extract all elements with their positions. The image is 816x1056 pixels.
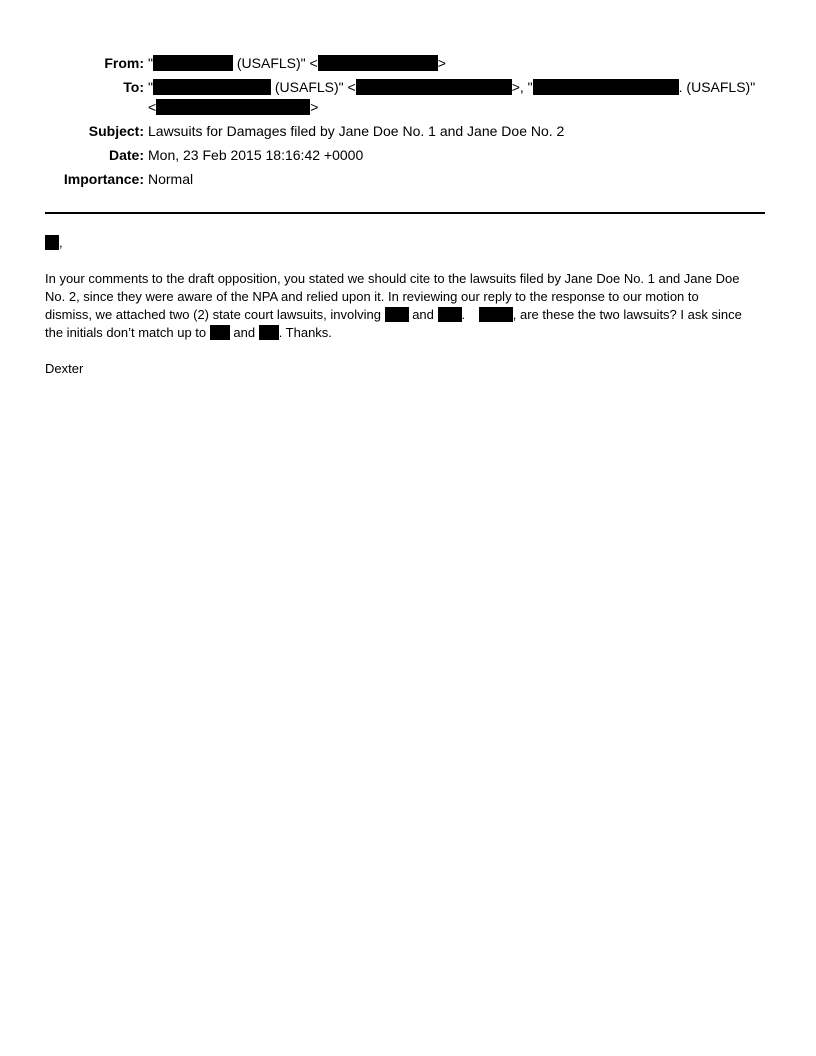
- subject-label: Subject:: [88, 123, 144, 139]
- to-value-line2: < >: [148, 99, 319, 115]
- redaction: [153, 79, 271, 95]
- to-label: To:: [123, 79, 144, 95]
- date-value: Mon, 23 Feb 2015 18:16:42 +0000: [148, 147, 364, 163]
- importance-label: Importance:: [63, 171, 144, 187]
- header-divider: [45, 212, 765, 214]
- paragraph: [45, 270, 767, 342]
- redaction: [318, 55, 438, 71]
- redaction: [385, 307, 409, 322]
- signature: Dexter: [45, 361, 84, 376]
- redaction: [156, 99, 310, 115]
- from-label: From:: [104, 55, 144, 71]
- greeting: ,: [45, 234, 767, 252]
- paragraph-line: the initials don’t match up to and . Thanks.: [45, 325, 332, 340]
- redaction: [356, 79, 512, 95]
- importance-value: Normal: [148, 171, 194, 187]
- to-value: " (USAFLS)" < >, " . (USAFLS)": [148, 79, 756, 95]
- redaction: [153, 55, 233, 71]
- paragraph-line: In your comments to the draft opposition, you stated we should cite to the lawsuits filed by Jane Doe No. 1 and Jane Doe: [45, 271, 740, 286]
- redaction: [259, 325, 279, 340]
- paragraph-line: dismiss, we attached two (2) state court lawsuits, involving and . , are these the two lawsuits? I ask since: [45, 307, 742, 322]
- subject-value: Lawsuits for Damages filed by Jane Doe No. 1 and Jane Doe No. 2: [148, 123, 565, 139]
- redaction: [479, 307, 513, 322]
- redaction: [210, 325, 230, 340]
- from-value: " (USAFLS)" < >: [148, 55, 446, 71]
- redaction: [438, 307, 462, 322]
- date-label: Date:: [108, 147, 144, 163]
- redaction: [45, 235, 59, 250]
- redaction: [533, 79, 679, 95]
- paragraph-line: No. 2, since they were aware of the NPA and relied upon it. In reviewing our reply to the response to our motion to: [45, 289, 699, 304]
